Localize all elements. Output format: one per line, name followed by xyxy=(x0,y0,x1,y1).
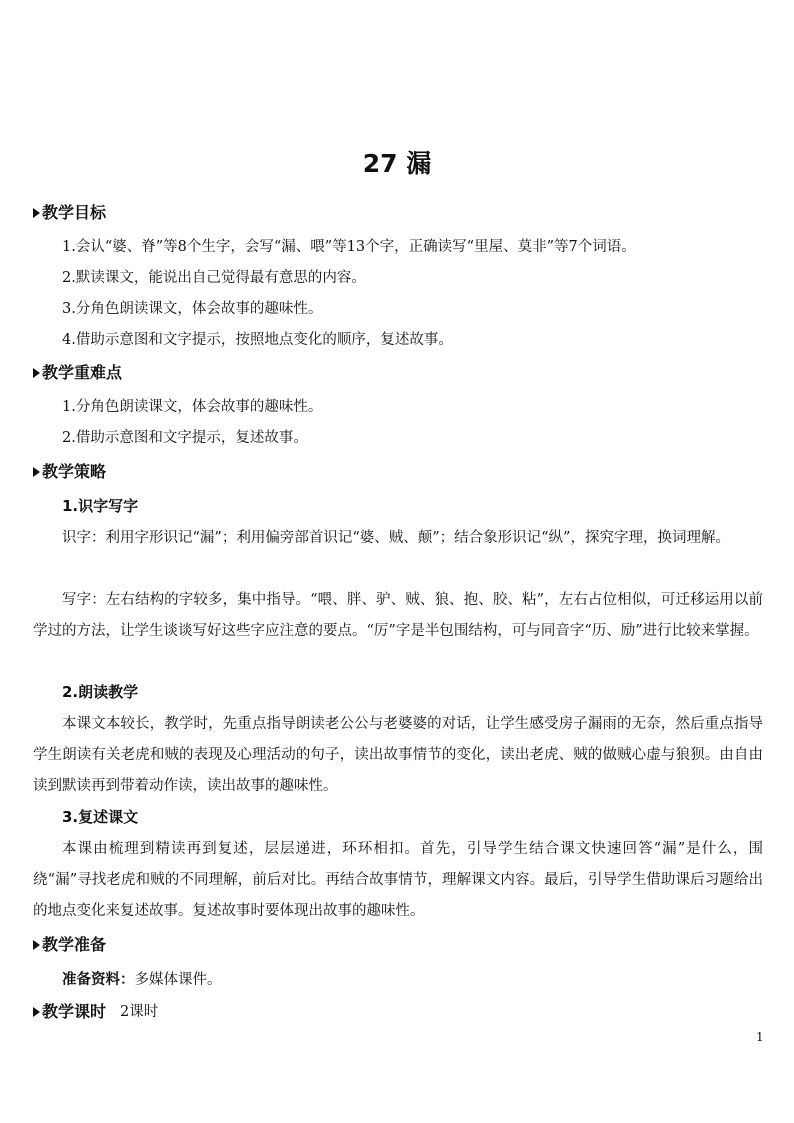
strategy-retell-paragraph: 本课由梳理到精读再到复述，层层递进，环环相扣。首先，引导学生结合课文快速回答“漏”是什么，围绕“漏”寻找老虎和贼的不同理解，前后对比。再结合故事情节，理解课文内容。最后，引导学生借助课后习题给出的地点变化来复述故事。复述故事时要体现出故事的趣味性。 xyxy=(33,841,763,919)
preparation-heading xyxy=(33,933,106,957)
objective-item: 1.会认“婆、脊”等8个生字，会写“漏、喂”等13个字，正确读写“里屋、莫非”等7个词语。 xyxy=(62,239,636,255)
key-points-heading-text: 教学重难点 xyxy=(42,363,123,382)
preparation-line xyxy=(62,969,222,991)
strategy-reading-paragraph: 本课文本较长，教学时，先重点指导朗读老公公与老婆婆的对话，让学生感受房子漏雨的无奈，然后重点指导学生朗读有关老虎和贼的表现及心理活动的句子，读出故事情节的变化，读出老虎、贼的做贼心虚与狼狈。由自由读到默读再到带着动作读，读出故事的趣味性。 xyxy=(33,716,763,794)
hours-heading-text: 教学课时 xyxy=(42,1002,107,1021)
triangle-bullet-icon xyxy=(33,467,40,477)
objectives-heading-text: 教学目标 xyxy=(42,203,107,222)
objective-item: 4.借助示意图和文字提示，按照地点变化的顺序，复述故事。 xyxy=(62,332,453,348)
page-number: 1 xyxy=(756,1030,764,1044)
triangle-bullet-icon xyxy=(33,1007,40,1017)
preparation-label: 准备资料： xyxy=(62,972,135,988)
strategy-sub1-title: 1.识字写字 xyxy=(62,497,139,515)
objective-item: 3.分角色朗读课文，体会故事的趣味性。 xyxy=(62,301,323,317)
key-point-item: 1.分角色朗读课文，体会故事的趣味性。 xyxy=(62,399,323,415)
hours-value: 2课时 xyxy=(120,1004,159,1020)
key-points-heading xyxy=(33,361,122,385)
objective-item: 2.默读课文，能说出自己觉得最有意思的内容。 xyxy=(62,270,366,286)
preparation-heading-text: 教学准备 xyxy=(42,935,107,954)
lesson-title: 27 漏 xyxy=(362,149,432,178)
strategy-literacy-paragraph: 识字：利用字形识记“漏”；利用偏旁部首识记“婆、贼、颠”；结合象形识记“纵”，探究字理，换词理解。 xyxy=(62,530,730,546)
triangle-bullet-icon xyxy=(33,940,40,950)
strategy-heading xyxy=(33,460,106,484)
objectives-heading xyxy=(33,201,106,225)
key-point-item: 2.借助示意图和文字提示，复述故事。 xyxy=(62,430,308,446)
strategy-writing-paragraph: 写字：左右结构的字较多，集中指导。“喂、胖、驴、贼、狼、抱、胶、粘”，左右占位相似，可迁移运用以前学过的方法，让学生谈谈写好这些字应注意的要点。“厉”字是半包围结构，可与同音字“历、励”进行比较来掌握。 xyxy=(33,592,763,639)
triangle-bullet-icon xyxy=(33,208,40,218)
strategy-sub3-title: 3.复述课文 xyxy=(62,808,139,826)
strategy-sub2-title: 2.朗读教学 xyxy=(62,683,139,701)
triangle-bullet-icon xyxy=(33,368,40,378)
hours-heading xyxy=(33,1000,158,1024)
preparation-value: 多媒体课件。 xyxy=(134,972,222,988)
strategy-heading-text: 教学策略 xyxy=(42,462,107,481)
